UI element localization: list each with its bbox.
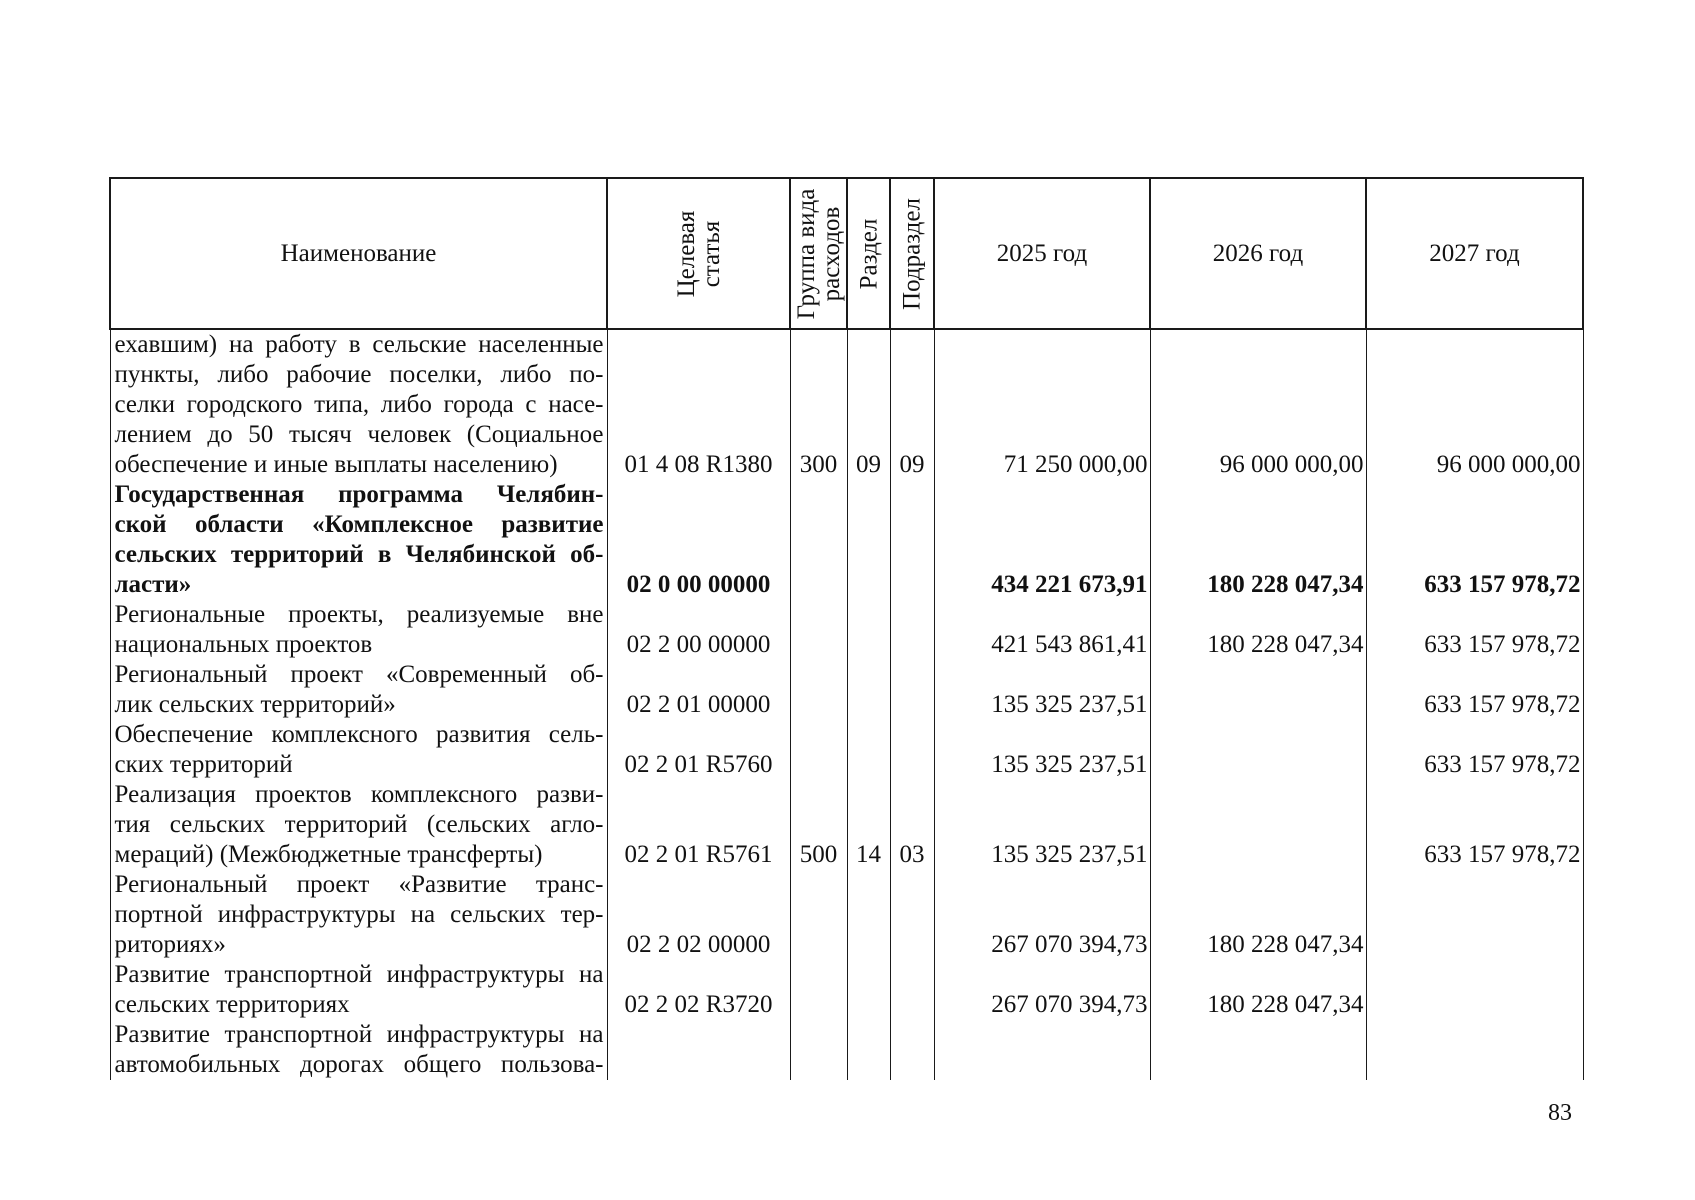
row-amount-2025: 71 250 000,00	[934, 329, 1150, 480]
row-target-article: 01 4 08 R1380	[607, 329, 790, 480]
row-name-line: ской области «Комплексное развитие	[114, 511, 604, 538]
header-expense-group	[790, 178, 847, 329]
row-amount-2027	[1366, 1020, 1583, 1080]
row-expense-group	[790, 1020, 847, 1080]
header-name: Наименование	[110, 178, 607, 329]
row-name-line: ских территорий	[114, 751, 293, 778]
row-name-cell	[110, 480, 607, 600]
row-expense-group	[790, 720, 847, 780]
row-expense-group	[790, 960, 847, 1020]
row-subsection: 03	[890, 780, 934, 870]
row-name-line: ласти»	[114, 571, 192, 598]
row-amount-2025: 135 325 237,51	[934, 720, 1150, 780]
row-section	[847, 1020, 890, 1080]
row-target-article: 02 2 01 R5760	[607, 720, 790, 780]
row-name-line: Развитие транспортной инфраструктуры на	[114, 1021, 604, 1048]
row-name-cell	[110, 870, 607, 960]
row-name-line: мераций) (Межбюджетные трансферты)	[114, 841, 543, 868]
row-name-line: Обеспечение комплексного развития сель-	[114, 721, 604, 748]
row-amount-2026	[1150, 720, 1366, 780]
table-row	[110, 720, 1583, 780]
row-name-cell	[110, 780, 607, 870]
row-section: 14	[847, 780, 890, 870]
row-expense-group: 500	[790, 780, 847, 870]
row-name-line: обеспечение и иные выплаты населению)	[114, 451, 558, 478]
row-amount-2025: 421 543 861,41	[934, 600, 1150, 660]
row-name-line: сельских территориях	[114, 991, 350, 1018]
row-amount-2025: 434 221 673,91	[934, 480, 1150, 600]
row-name-cell	[110, 660, 607, 720]
row-amount-2026: 180 228 047,34	[1150, 870, 1366, 960]
row-name-line: тия сельских территорий (сельских агло-	[114, 811, 604, 838]
row-subsection	[890, 960, 934, 1020]
row-subsection	[890, 1020, 934, 1080]
header-section	[847, 178, 890, 329]
row-expense-group	[790, 870, 847, 960]
header-expense-group-line-1: Группа вида	[792, 188, 820, 319]
row-section: 09	[847, 329, 890, 480]
row-amount-2025: 135 325 237,51	[934, 660, 1150, 720]
row-name-line: национальных проектов	[114, 631, 373, 658]
row-section	[847, 600, 890, 660]
row-amount-2026	[1150, 780, 1366, 870]
header-target-article-line-1: Целевая	[672, 210, 700, 297]
row-target-article: 02 2 02 00000	[607, 870, 790, 960]
row-target-article	[607, 1020, 790, 1080]
row-subsection	[890, 660, 934, 720]
row-amount-2025: 267 070 394,73	[934, 960, 1150, 1020]
row-expense-group: 300	[790, 329, 847, 480]
table-row	[110, 329, 1583, 480]
row-name-line: Региональный проект «Современный об-	[114, 661, 604, 688]
row-name-line: сельских территорий в Челябинской об-	[114, 541, 604, 568]
row-expense-group	[790, 480, 847, 600]
row-name-line: Государственная программа Челябин-	[114, 481, 604, 508]
row-name-cell	[110, 329, 607, 480]
row-amount-2025	[934, 1020, 1150, 1080]
row-name-cell	[110, 960, 607, 1020]
header-expense-group-line-2: расходов	[817, 206, 845, 301]
row-amount-2027: 96 000 000,00	[1366, 329, 1583, 480]
header-subsection	[890, 178, 934, 329]
row-target-article: 02 0 00 00000	[607, 480, 790, 600]
row-target-article: 02 2 01 00000	[607, 660, 790, 720]
table-row	[110, 480, 1583, 600]
row-amount-2026	[1150, 1020, 1366, 1080]
row-name-cell	[110, 720, 607, 780]
header-target-article-line-2: статья	[697, 220, 725, 287]
row-name-line: автомобильных дорогах общего пользова-	[114, 1051, 604, 1078]
header-2026: 2026 год	[1150, 178, 1366, 329]
row-name-line: Реализация проектов комплексного разви-	[114, 781, 604, 808]
row-amount-2027: 633 157 978,72	[1366, 600, 1583, 660]
row-amount-2026: 180 228 047,34	[1150, 960, 1366, 1020]
row-name-cell	[110, 600, 607, 660]
row-amount-2026: 180 228 047,34	[1150, 480, 1366, 600]
row-amount-2027: 633 157 978,72	[1366, 720, 1583, 780]
header-2027: 2027 год	[1366, 178, 1583, 329]
row-name-cell	[110, 1020, 607, 1080]
row-subsection: 09	[890, 329, 934, 480]
row-target-article: 02 2 02 R3720	[607, 960, 790, 1020]
table-row	[110, 600, 1583, 660]
row-subsection	[890, 870, 934, 960]
table-row	[110, 1020, 1583, 1080]
row-name-line: Региональный проект «Развитие транс-	[114, 871, 604, 898]
row-section	[847, 960, 890, 1020]
table-row	[110, 780, 1583, 870]
header-2025: 2025 год	[934, 178, 1150, 329]
row-amount-2025: 135 325 237,51	[934, 780, 1150, 870]
table-row	[110, 960, 1583, 1020]
row-name-line: портной инфраструктуры на сельских тер-	[114, 901, 604, 928]
header-subsection-label: Подраздел	[898, 197, 926, 310]
row-subsection	[890, 480, 934, 600]
row-section	[847, 660, 890, 720]
row-name-line: Региональные проекты, реализуемые вне	[114, 601, 604, 628]
row-amount-2027: 633 157 978,72	[1366, 780, 1583, 870]
page-number: 83	[1548, 1100, 1572, 1126]
row-name-line: риториях»	[114, 931, 226, 958]
row-amount-2027	[1366, 870, 1583, 960]
row-amount-2025: 267 070 394,73	[934, 870, 1150, 960]
row-name-line: селки городского типа, либо города с насе-	[114, 391, 604, 418]
row-section	[847, 870, 890, 960]
row-name-line: Развитие транспортной инфраструктуры на	[114, 961, 604, 988]
row-name-line: ехавшим) на работу в сельские населенные	[114, 331, 604, 358]
row-amount-2026: 180 228 047,34	[1150, 600, 1366, 660]
row-target-article: 02 2 00 00000	[607, 600, 790, 660]
row-amount-2027: 633 157 978,72	[1366, 660, 1583, 720]
table-header-row	[110, 178, 1583, 329]
row-target-article: 02 2 01 R5761	[607, 780, 790, 870]
row-name-line: лик сельских территорий»	[114, 691, 396, 718]
header-target-article	[607, 178, 790, 329]
row-amount-2026: 96 000 000,00	[1150, 329, 1366, 480]
row-amount-2027: 633 157 978,72	[1366, 480, 1583, 600]
row-section	[847, 480, 890, 600]
table-row	[110, 870, 1583, 960]
row-subsection	[890, 720, 934, 780]
row-expense-group	[790, 600, 847, 660]
header-section-label: Раздел	[855, 218, 882, 289]
row-section	[847, 720, 890, 780]
row-amount-2027	[1366, 960, 1583, 1020]
row-name-line: лением до 50 тысяч человек (Социальное	[114, 421, 604, 448]
table-row	[110, 660, 1583, 720]
row-expense-group	[790, 660, 847, 720]
row-subsection	[890, 600, 934, 660]
row-amount-2026	[1150, 660, 1366, 720]
budget-table	[109, 177, 1584, 1080]
table-body	[110, 329, 1583, 1080]
row-name-line: пункты, либо рабочие поселки, либо по-	[114, 361, 604, 388]
